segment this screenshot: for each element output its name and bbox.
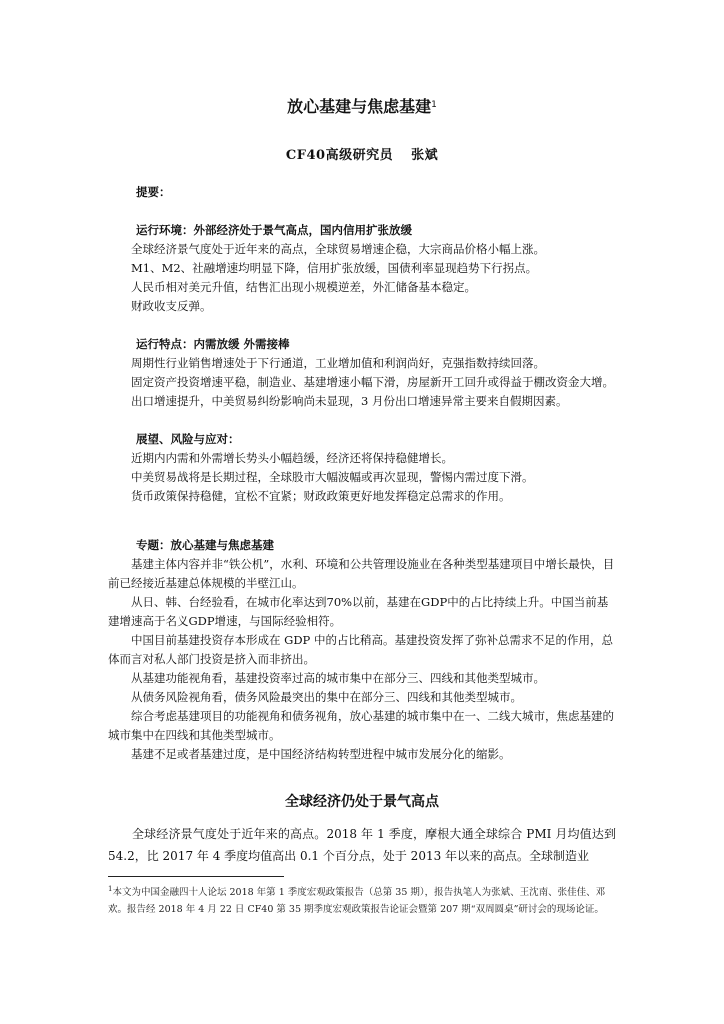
- footnote-text: 本文为中国金融四十人论坛 2018 年第 1 季度宏观政策报告（总第 35 期），报告执笔人为张斌、王沈南、张佳佳、邓欢。报告经 2018 年 4 月 22 日 CF40 第 35 期季度宏观政策报告论证会暨第 207 期“双周圆桌”研讨会的现场论证。: [108, 887, 606, 916]
- abstract-line: 周期性行业销售增速处于下行通道，工业增加值和利润尚好，克强指数持续回落。: [131, 356, 545, 370]
- abstract-line: 中美贸易战将是长期过程，全球股市大幅波幅或再次显现，警惕内需过度下滑。: [131, 470, 534, 484]
- document-title: [0, 97, 724, 117]
- author-org: CF40高级研究员: [285, 148, 394, 163]
- abstract-line: 基建不足或者基建过度，是中国经济结构转型进程中城市发展分化的缩影。: [131, 747, 511, 761]
- abstract-line: 中国目前基建投资存本形成在 GDP 中的占比稍高。基建投资发挥了弥补总需求不足的作用，总体而言对私人部门投资是挤入而非挤出。: [108, 633, 613, 666]
- abstract-line: 综合考虑基建项目的功能视角和债务视角，放心基建的城市集中在一、二线大城市，焦虑基建的城市集中在四线和其他类型城市。: [108, 709, 614, 742]
- author-name: 张斌: [411, 148, 439, 163]
- section-paragraph: 全球经济景气度处于近年来的高点。2018 年 1 季度，摩根大通全球综合 PMI 月均值达到 54.2，比 2017 年 4 季度均值高出 0.1 个百分点，处于 2013 年以来的高点。全球制造业: [108, 827, 616, 863]
- abstract-line: 固定资产投资增速平稳，制造业、基建增速小幅下滑，房屋新开工回升或得益于棚改资金大增。: [131, 375, 614, 389]
- abstract-line: 财政收支反弹。: [131, 299, 212, 313]
- abstract-line: 从基建功能视角看，基建投资率过高的城市集中在部分三、四线和其他类型城市。: [131, 671, 545, 685]
- abstract-heading-topic: 专题：放心基建与焦虑基建: [136, 538, 274, 552]
- abstract-line: 近期内内需和外需增长势头小幅趋缓，经济还将保持稳健增长。: [131, 451, 453, 465]
- footnote-mark: 1: [108, 885, 113, 893]
- abstract-label: 提要：: [136, 185, 171, 199]
- abstract-line: 从债务风险视角看，债务风险最突出的集中在部分三、四线和其他类型城市。: [131, 690, 522, 704]
- abstract-heading-outlook: 展望、风险与应对：: [136, 432, 240, 446]
- abstract-line: 基建主体内容并非“铁公机”，水利、环境和公共管理设施业在各种类型基建项目中增长最快，目前已经接近基建总体规模的半壁江山。: [108, 557, 615, 590]
- author-line: [0, 147, 724, 165]
- title-text: 放心基建与焦虑基建: [287, 97, 432, 116]
- footnote-divider: [108, 876, 284, 877]
- abstract-line: 全球经济景气度处于近年来的高点，全球贸易增速企稳，大宗商品价格小幅上涨。: [131, 242, 545, 256]
- abstract-line: 出口增速提升，中美贸易纠纷影响尚未显现，3 月份出口增速异常主要来自假期因素。: [131, 394, 568, 408]
- footnote: [108, 881, 616, 918]
- abstract-heading-environment: 运行环境：外部经济处于景气高点，国内信用扩张放缓: [136, 223, 412, 237]
- abstract: [108, 183, 616, 764]
- abstract-line: M1、M2、社融增速均明显下降，信用扩张放缓，国债利率显现趋势下行拐点。: [131, 261, 538, 275]
- abstract-heading-features: 运行特点：内需放缓 外需接棒: [136, 337, 290, 351]
- abstract-line: 人民币相对美元升值，结售汇出现小规模逆差，外汇储备基本稳定。: [131, 280, 476, 294]
- title-footnote-mark: 1: [431, 100, 437, 110]
- section-body: [108, 823, 616, 867]
- abstract-line: 从日、韩、台经验看，在城市化率达到70%以前，基建在GDP中的占比持续上升。中国当前基建增速高于名义GDP增速，与国际经验相符。: [108, 595, 609, 628]
- abstract-line: 货币政策保持稳健，宜松不宜紧；财政政策更好地发挥稳定总需求的作用。: [131, 489, 511, 503]
- section-title: 全球经济仍处于景气高点: [285, 794, 439, 810]
